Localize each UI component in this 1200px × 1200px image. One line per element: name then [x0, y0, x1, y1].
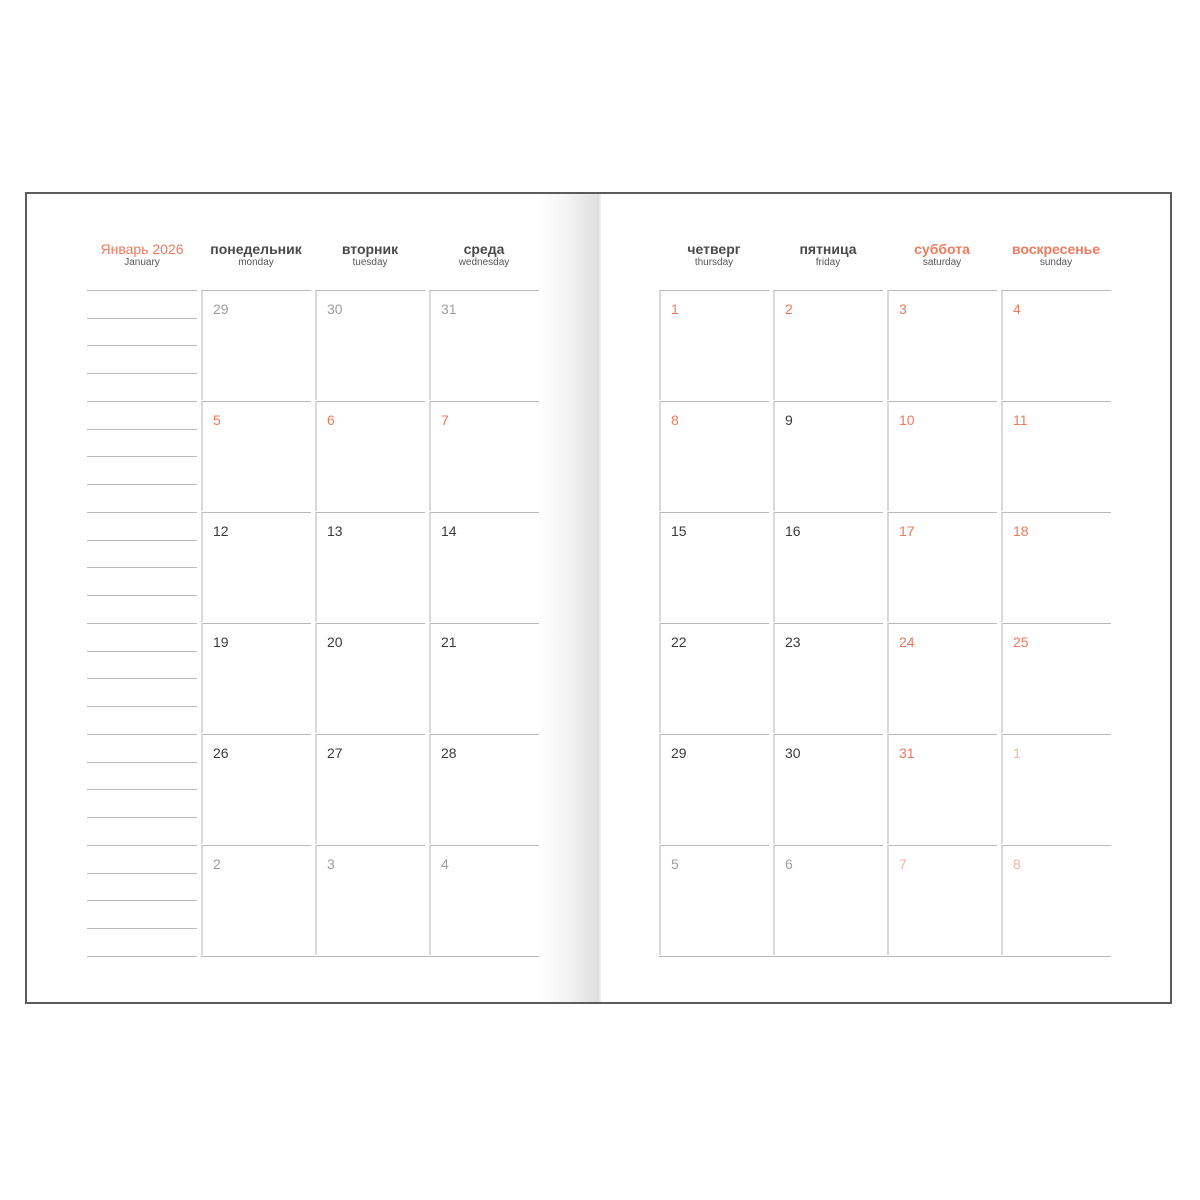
day-cell[interactable] — [201, 401, 311, 511]
day-cell[interactable] — [315, 290, 425, 400]
day-number: 31 — [441, 301, 457, 317]
day-cell[interactable] — [429, 512, 539, 622]
note-line — [87, 706, 197, 707]
weekday-name: воскресенье — [1011, 241, 1101, 257]
weekday-name-en: sunday — [1039, 257, 1073, 268]
note-line — [87, 900, 197, 901]
day-cell[interactable] — [315, 512, 425, 622]
right-page — [599, 194, 1172, 1002]
day-cell[interactable] — [201, 290, 311, 400]
planner-spread — [25, 192, 1172, 1004]
notes-block[interactable] — [87, 623, 197, 733]
day-cell[interactable] — [659, 845, 769, 955]
day-cell[interactable] — [201, 845, 311, 955]
day-cell[interactable] — [201, 623, 311, 733]
day-number: 26 — [213, 745, 229, 761]
day-cell[interactable] — [1001, 845, 1111, 955]
note-line — [87, 928, 197, 929]
day-cell[interactable] — [1001, 623, 1111, 733]
day-cell[interactable] — [429, 734, 539, 844]
day-cell[interactable] — [315, 845, 425, 955]
day-number: 11 — [1013, 412, 1028, 428]
day-number: 3 — [899, 301, 907, 317]
day-number: 29 — [671, 745, 687, 761]
day-cell[interactable] — [773, 512, 883, 622]
weekday-name-en: tuesday — [352, 257, 388, 268]
notes-bottom-line — [87, 956, 197, 957]
day-number: 30 — [327, 301, 343, 317]
note-line — [87, 484, 197, 485]
day-number: 25 — [1013, 634, 1029, 650]
day-number: 15 — [671, 523, 687, 539]
day-cell[interactable] — [1001, 734, 1111, 844]
note-line — [87, 623, 197, 624]
day-number: 4 — [441, 856, 449, 872]
day-cell[interactable] — [315, 401, 425, 511]
grid-bottom-line — [201, 956, 539, 957]
day-cell[interactable] — [887, 623, 997, 733]
note-line — [87, 817, 197, 818]
day-number: 30 — [785, 745, 801, 761]
weekday-name: четверг — [687, 241, 741, 257]
weekday-header-friday — [773, 241, 883, 269]
day-cell[interactable] — [1001, 290, 1111, 400]
weekday-header-tuesday — [315, 241, 425, 269]
note-line — [87, 567, 197, 568]
day-number: 10 — [899, 412, 915, 428]
month-header — [87, 241, 197, 269]
weekday-name-en: thursday — [694, 257, 734, 268]
weekday-header-wednesday — [429, 241, 539, 269]
day-cell[interactable] — [1001, 512, 1111, 622]
day-cell[interactable] — [773, 845, 883, 955]
day-cell[interactable] — [659, 290, 769, 400]
note-line — [87, 318, 197, 319]
day-cell[interactable] — [773, 623, 883, 733]
day-cell[interactable] — [887, 290, 997, 400]
day-cell[interactable] — [429, 401, 539, 511]
note-line — [87, 456, 197, 457]
day-cell[interactable] — [201, 734, 311, 844]
note-line — [87, 762, 197, 763]
day-cell[interactable] — [887, 845, 997, 955]
day-cell[interactable] — [429, 623, 539, 733]
weekday-name-en: monday — [238, 257, 274, 268]
weekday-header-sunday — [1001, 241, 1111, 269]
day-number: 23 — [785, 634, 801, 650]
notes-block[interactable] — [87, 734, 197, 844]
weekday-name: суббота — [914, 241, 970, 257]
day-cell[interactable] — [887, 512, 997, 622]
day-cell[interactable] — [659, 623, 769, 733]
note-line — [87, 873, 197, 874]
note-line — [87, 845, 197, 846]
day-cell[interactable] — [201, 512, 311, 622]
note-line — [87, 429, 197, 430]
day-number: 9 — [785, 412, 793, 428]
day-cell[interactable] — [887, 734, 997, 844]
note-line — [87, 595, 197, 596]
note-line — [87, 401, 197, 402]
day-number: 21 — [441, 634, 457, 650]
day-number: 18 — [1013, 523, 1029, 539]
day-number: 24 — [899, 634, 915, 650]
note-line — [87, 512, 197, 513]
weekday-header-thursday — [659, 241, 769, 269]
note-line — [87, 373, 197, 374]
day-number: 19 — [213, 634, 229, 650]
note-line — [87, 345, 197, 346]
day-number: 16 — [785, 523, 801, 539]
weekday-name-en: friday — [815, 257, 841, 268]
day-number: 8 — [671, 412, 679, 428]
day-number: 5 — [213, 412, 221, 428]
grid-bottom-line — [659, 956, 1111, 957]
weekday-name: пятница — [799, 241, 857, 257]
note-line — [87, 734, 197, 735]
day-cell[interactable] — [429, 290, 539, 400]
day-cell[interactable] — [315, 734, 425, 844]
note-line — [87, 789, 197, 790]
day-cell[interactable] — [659, 401, 769, 511]
weekday-name: понедельник — [210, 241, 302, 257]
day-cell[interactable] — [773, 401, 883, 511]
note-line — [87, 290, 197, 291]
weekday-header-monday — [201, 241, 311, 269]
day-cell[interactable] — [773, 290, 883, 400]
day-number: 4 — [1013, 301, 1021, 317]
day-cell[interactable] — [887, 401, 997, 511]
day-number: 7 — [899, 856, 907, 872]
month-subtitle: January — [124, 257, 160, 268]
notes-block[interactable] — [87, 290, 197, 400]
weekday-name-en: wednesday — [458, 257, 510, 268]
notes-block[interactable] — [87, 512, 197, 622]
day-number: 2 — [785, 301, 793, 317]
day-number: 27 — [327, 745, 343, 761]
day-number: 17 — [899, 523, 915, 539]
weekday-name: среда — [463, 241, 505, 257]
note-line — [87, 651, 197, 652]
day-cell[interactable] — [315, 623, 425, 733]
day-cell[interactable] — [659, 512, 769, 622]
day-cell[interactable] — [773, 734, 883, 844]
day-number: 29 — [213, 301, 229, 317]
day-number: 31 — [899, 745, 915, 761]
notes-block[interactable] — [87, 845, 197, 955]
day-number: 1 — [1013, 745, 1021, 761]
notes-block[interactable] — [87, 401, 197, 511]
weekday-name-en: saturday — [922, 257, 962, 268]
day-number: 6 — [785, 856, 793, 872]
day-number: 12 — [213, 523, 229, 539]
note-line — [87, 540, 197, 541]
day-number: 20 — [327, 634, 343, 650]
weekday-name: вторник — [341, 241, 399, 257]
month-title: Январь 2026 — [100, 241, 184, 257]
day-number: 8 — [1013, 856, 1021, 872]
day-number: 6 — [327, 412, 335, 428]
day-number: 28 — [441, 745, 457, 761]
day-cell[interactable] — [1001, 401, 1111, 511]
day-number: 5 — [671, 856, 679, 872]
day-number: 7 — [441, 412, 449, 428]
day-number: 13 — [327, 523, 343, 539]
day-number: 3 — [327, 856, 335, 872]
left-page — [27, 194, 599, 1002]
day-cell[interactable] — [659, 734, 769, 844]
day-number: 22 — [671, 634, 687, 650]
note-line — [87, 678, 197, 679]
day-number: 2 — [213, 856, 221, 872]
day-number: 1 — [671, 301, 679, 317]
weekday-header-saturday — [887, 241, 997, 269]
day-cell[interactable] — [429, 845, 539, 955]
day-number: 14 — [441, 523, 457, 539]
